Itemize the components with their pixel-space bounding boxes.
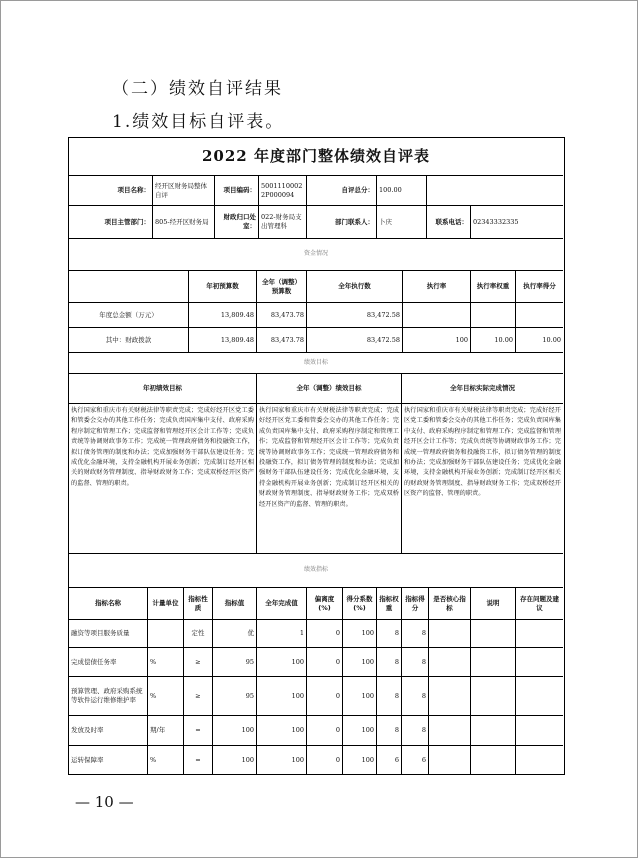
indicator-header: 指标权重 <box>377 588 402 620</box>
page-number: — 10 — <box>75 793 134 811</box>
funds-header: 执行率权重 <box>471 271 516 303</box>
funds-cell: 83,472.58 <box>307 303 403 328</box>
indicator-empty-cell <box>471 620 516 648</box>
initial-goal-text: 执行国家和重庆市有关财税法律等职责完成；完成好经开区党工委和管委会交办的其他工作任务；完成负责国库集中支付、政府采购程序制定和管理工作；完成监督和管理经开区会计工作等；完成负责统等协调财政事务工作；完成统一管理政府债务和投融资工作，拟订债务管理的制度和办法；完成加强财务干部队伍建设任务；完成优化金融环境，支持金融机构开展业务创新；完成制订经开区相关的财政财务管理制度、指导财政财务工作；完成双桥经开区资产的监督、管理的职责。 <box>69 404 257 554</box>
unit-label: 财政归口处室： <box>215 206 259 239</box>
indicator-empty-cell <box>516 648 563 677</box>
score-value: 100.00 <box>377 176 427 206</box>
funds-header: 执行率得分 <box>516 271 563 303</box>
subsection-heading: 1.绩效目标自评表。 <box>112 112 285 132</box>
indicator-empty-cell <box>429 648 471 677</box>
indicator-empty-cell <box>516 746 563 774</box>
funds-cell: 10.00 <box>471 328 516 353</box>
phone-value: 02343332335 <box>471 206 563 239</box>
goals-header: 全年（调整）绩效目标 <box>257 374 402 404</box>
funds-cell <box>471 303 516 328</box>
funds-cell: 83,473.78 <box>257 328 307 353</box>
project-name-label: 项目名称： <box>69 176 153 206</box>
indicator-name-cell: 发放及时率 <box>69 716 148 746</box>
dept-label: 项目主管部门： <box>69 206 153 239</box>
indicator-empty-cell <box>471 716 516 746</box>
indicator-weight-cell: 8 <box>377 620 402 648</box>
project-code-value: 50011100022P000094 <box>259 176 307 206</box>
indicator-deviation-cell: 0 <box>307 716 343 746</box>
indicator-nature-cell: = <box>184 716 213 746</box>
indicator-unit-cell: 期/年 <box>148 716 184 746</box>
indicator-nature-cell: = <box>184 746 213 774</box>
indicator-empty-cell <box>429 746 471 774</box>
indicator-score-cell: 8 <box>402 677 429 716</box>
funds-header: 年初预算数 <box>189 271 257 303</box>
indicator-nature-cell: ≥ <box>184 677 213 716</box>
project-name-value: 经开区财务局整体自评 <box>153 176 215 206</box>
goals-section-label: 绩效目标 <box>69 353 563 374</box>
indicator-empty-cell <box>471 648 516 677</box>
indicator-score-cell: 8 <box>402 648 429 677</box>
indicator-actual-cell: 100 <box>257 746 307 774</box>
indicator-header: 说明 <box>471 588 516 620</box>
indicator-target-cell: 优 <box>213 620 257 648</box>
indicator-coef-cell: 100 <box>343 677 377 716</box>
indicator-target-cell: 100 <box>213 746 257 774</box>
indicator-unit-cell: % <box>148 677 184 716</box>
indicator-header: 指标性质 <box>184 588 213 620</box>
indicator-empty-cell <box>516 677 563 716</box>
indicator-target-cell: 100 <box>213 716 257 746</box>
indicator-name-cell: 融资等项目服务质量 <box>69 620 148 648</box>
project-code-label: 项目编码： <box>215 176 259 206</box>
indicator-nature-cell: 定性 <box>184 620 213 648</box>
indicator-score-cell: 8 <box>402 620 429 648</box>
indicator-coef-cell: 100 <box>343 746 377 774</box>
indicator-empty-cell <box>516 716 563 746</box>
indicator-weight-cell: 8 <box>377 677 402 716</box>
funds-header: 全年执行数 <box>307 271 403 303</box>
self-evaluation-table <box>68 137 565 775</box>
indicator-name-cell: 预算管理、政府采购系统等软件运行维修维护率 <box>69 677 148 716</box>
indicator-deviation-cell: 0 <box>307 677 343 716</box>
indicator-actual-cell: 100 <box>257 677 307 716</box>
funds-header-blank <box>69 271 189 303</box>
indicator-deviation-cell: 0 <box>307 620 343 648</box>
unit-value: 022-财务局支出管理科 <box>259 206 307 239</box>
indicator-weight-cell: 8 <box>377 648 402 677</box>
indicator-actual-cell: 1 <box>257 620 307 648</box>
indicator-coef-cell: 100 <box>343 648 377 677</box>
indicator-empty-cell <box>516 620 563 648</box>
indicator-unit-cell: % <box>148 648 184 677</box>
info-empty-cell <box>427 176 563 206</box>
indicator-header: 全年完成值 <box>257 588 307 620</box>
funds-cell: 83,473.78 <box>257 303 307 328</box>
indicator-empty-cell <box>471 746 516 774</box>
indicator-empty-cell <box>471 677 516 716</box>
indicator-header: 计量单位 <box>148 588 184 620</box>
funds-section-label: 资金情况 <box>69 239 563 271</box>
funds-cell: 100 <box>403 328 471 353</box>
indicator-score-cell: 8 <box>402 716 429 746</box>
indicator-nature-cell: ≥ <box>184 648 213 677</box>
actual-goal-text: 执行国家和重庆市有关财税法律等职责完成；完成好经开区党工委和管委会交办的其他工作任务；完成负责国库集中支付、政府采购程序制定和管理工作；完成监督和管理经开区会计工作等；完成负责统等协调财政事务工作；完成统一管理政府债务和投融资工作，拟订债务管理的制度和办法；完成加强财务干部队伍建设任务；完成优化金融环境，支持金融机构开展业务创新；完成制订经开区相关的财政财务管理制度、指导财政财务工作；完成双桥经开区资产的监督、管理的职责。 <box>402 404 563 554</box>
indicator-target-cell: 95 <box>213 677 257 716</box>
indicator-header: 指标得分 <box>402 588 429 620</box>
indicator-empty-cell <box>429 677 471 716</box>
indicator-header: 是否核心指标 <box>429 588 471 620</box>
score-label: 自评总分： <box>307 176 377 206</box>
funds-row-label: 年度总金额（万元） <box>69 303 189 328</box>
funds-cell: 10.00 <box>516 328 563 353</box>
contact-value: 卜庆 <box>377 206 427 239</box>
indicator-header: 指标名称 <box>69 588 148 620</box>
funds-header: 全年（调整）预算数 <box>257 271 307 303</box>
indicator-empty-cell <box>429 620 471 648</box>
table-title: 2022 年度部门整体绩效自评表 <box>69 138 563 176</box>
indicator-unit-cell: % <box>148 746 184 774</box>
indicator-header: 存在问题及建议 <box>516 588 563 620</box>
indicator-unit-cell <box>148 620 184 648</box>
indicator-weight-cell: 6 <box>377 746 402 774</box>
indicator-header: 偏离度(%) <box>307 588 343 620</box>
funds-header: 执行率 <box>403 271 471 303</box>
funds-cell <box>516 303 563 328</box>
indicator-coef-cell: 100 <box>343 620 377 648</box>
indicator-actual-cell: 100 <box>257 648 307 677</box>
indicator-deviation-cell: 0 <box>307 746 343 774</box>
indicator-empty-cell <box>429 716 471 746</box>
contact-label: 部门联系人： <box>307 206 377 239</box>
funds-cell: 13,809.48 <box>189 328 257 353</box>
goals-header: 全年目标实际完成情况 <box>402 374 563 404</box>
indicator-weight-cell: 8 <box>377 716 402 746</box>
indicator-name-cell: 完成偿债任务率 <box>69 648 148 677</box>
funds-cell: 83,472.58 <box>307 328 403 353</box>
indicator-coef-cell: 100 <box>343 716 377 746</box>
adjusted-goal-text: 执行国家和重庆市有关财税法律等职责完成；完成好经开区党工委和管委会交办的其他工作任务；完成负责国库集中支付、政府采购程序制定和管理工作；完成监督和管理经开区会计工作等；完成负责统等协调财政事务工作；完成统一管理政府债务和投融资工作，拟订债务管理的制度和办法；完成加强财务干部队伍建设任务；完成优化金融环境，支持金融机构开展业务创新；完成制订经开区相关的财政财务管理制度、指导财政财务工作；完成双桥经开区资产的监督、管理的职责。 <box>257 404 402 554</box>
phone-label: 联系电话： <box>427 206 471 239</box>
indicator-header: 得分系数(%) <box>343 588 377 620</box>
indicator-target-cell: 95 <box>213 648 257 677</box>
indicators-section-label: 绩效指标 <box>69 554 563 588</box>
indicator-score-cell: 6 <box>402 746 429 774</box>
funds-cell <box>403 303 471 328</box>
goals-header: 年初绩效目标 <box>69 374 257 404</box>
indicator-name-cell: 运转保障率 <box>69 746 148 774</box>
funds-row-label: 其中：财政拨款 <box>69 328 189 353</box>
dept-value: 805-经开区财务局 <box>153 206 215 239</box>
indicator-header: 指标值 <box>213 588 257 620</box>
section-heading: （二）绩效自评结果 <box>112 79 283 99</box>
indicator-actual-cell: 100 <box>257 716 307 746</box>
indicator-deviation-cell: 0 <box>307 648 343 677</box>
funds-cell: 13,809.48 <box>189 303 257 328</box>
